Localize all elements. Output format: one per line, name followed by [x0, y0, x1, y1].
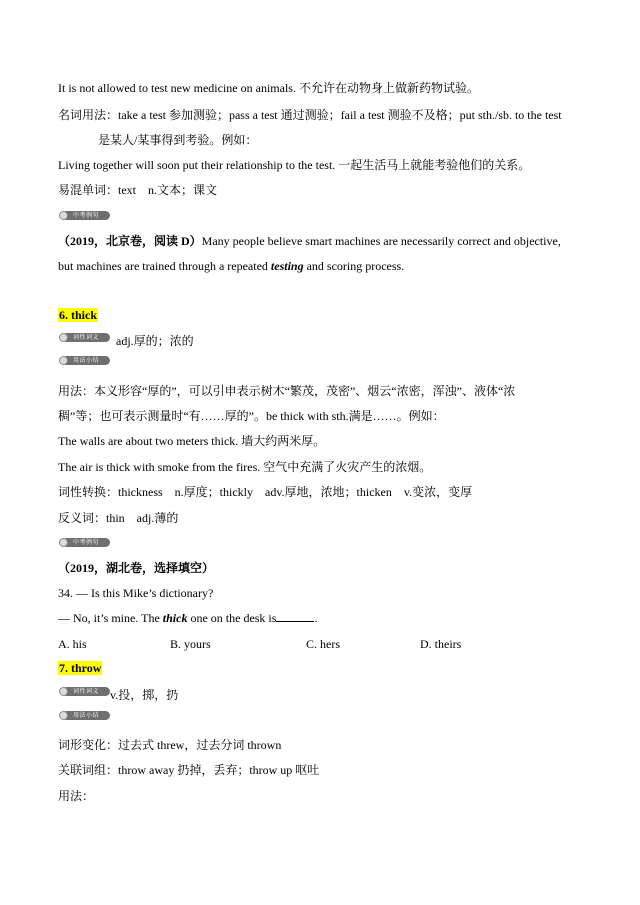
antonym-thin: 反义词：thin adj.薄的: [58, 511, 179, 525]
pos-meaning-tag-throw: 词性词义: [62, 687, 110, 696]
word-heading-thick: 6. thick: [59, 308, 98, 322]
exam-sentence-beijing-cont: but machines are trained through a repeated testing and scoring process.: [58, 259, 405, 273]
example-relationship: Living together will soon put their relationship to the test. 一起生活马上就能考验他们的关系。: [58, 158, 531, 172]
word-forms-throw: 词形变化：过去式 threw，过去分词 thrown: [58, 738, 282, 752]
noun-usage-test-cont: 是某人/某事得到考验。例如：: [98, 133, 258, 147]
exam-example-tag: 中考例句: [62, 211, 110, 220]
noun-usage-test: 名词用法：take a test 参加测验；pass a test 通过测验；fail a test 测验不及格；put sth./sb. to the test: [58, 108, 562, 122]
pos-meaning-tag-thick: 词性词义: [62, 333, 110, 342]
exam-source-hubei: （2019，湖北卷，选择填空）: [58, 561, 215, 575]
question-34-answer-line: — No, it’s mine. The thick one on the desk is .: [58, 611, 318, 625]
word-forms-thick: 词性转换：thickness n.厚度；thickly adv.厚地，浓地；thicken v.变浓，变厚: [58, 485, 473, 499]
option-a: A. his: [58, 637, 87, 651]
exam-source-beijing: （2019，北京卷，阅读 D）: [58, 234, 202, 248]
exam-example-tag-2: 中考例句: [62, 538, 110, 547]
usage-throw: 用法：: [58, 789, 95, 803]
option-b: B. yours: [170, 637, 211, 651]
usage-thick-2: 稠”等；也可表示测量时“有……厚的”。be thick with sth.满是……。例如：: [58, 409, 445, 423]
keyword-testing: testing: [270, 259, 304, 273]
confusable-word-text: 易混单词：text n.文本；课文: [58, 183, 217, 197]
definition-thick: adj.厚的；浓的: [116, 334, 194, 348]
option-c: C. hers: [306, 637, 340, 651]
example-walls: The walls are about two meters thick. 墙大约两米厚。: [58, 434, 326, 448]
usage-thick-1: 用法：本义形容“厚的”，可以引申表示树木“繁茂，茂密”、烟云“浓密，浑浊”、液体“浓: [58, 384, 516, 398]
usage-summary-tag-thick: 用法小结: [62, 356, 110, 365]
definition-throw: v.投，掷，扔: [110, 688, 179, 702]
example-sentence-test: It is not allowed to test new medicine on animals. 不允许在动物身上做新药物试验。: [58, 81, 479, 95]
answer-blank: [276, 611, 314, 622]
phrases-throw: 关联词组：throw away 扔掉，丢弃；throw up 呕吐: [58, 763, 320, 777]
word-heading-throw: 7. throw: [59, 661, 102, 675]
example-air-smoke: The air is thick with smoke from the fires. 空气中充满了火灾产生的浓烟。: [58, 460, 432, 474]
keyword-thick: thick: [162, 611, 188, 625]
exam-sentence-beijing: （2019，北京卷，阅读 D）Many people believe smart machines are necessarily correct and objective,: [58, 234, 561, 248]
usage-summary-tag-throw: 用法小结: [62, 711, 110, 720]
option-d: D. theirs: [420, 637, 462, 651]
question-34: 34. — Is this Mike’s dictionary?: [58, 586, 214, 600]
